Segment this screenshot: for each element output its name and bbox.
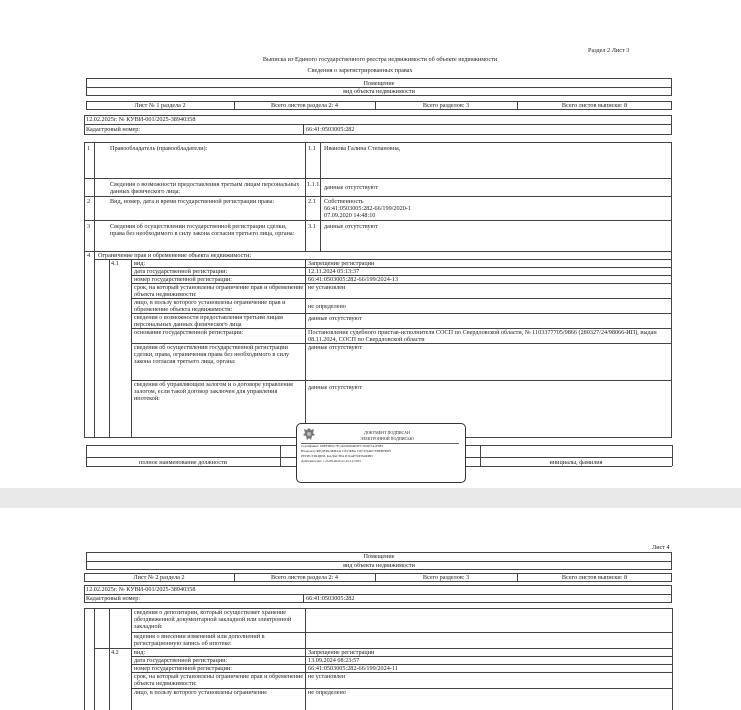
encumbrance-label: срок, на который установлены ограничение прав и обременение объекта недвижимости: [134,284,304,298]
sections-total: Всего разделов: 3 [422,574,470,581]
encumbrance-value: не установлен [308,673,346,680]
encumbrance-label: номер государственной регистрации: [134,276,232,283]
encumbrance-value: данные отсутствуют [308,384,362,391]
encumbrance-value: 66:41:0503005:282-66/199/2024-13 [308,276,399,283]
stamp-title-2: ЭЛЕКТРОННОЙ ПОДПИСЬЮ [360,436,414,441]
row-label: Правообладатель (правообладатели): [110,145,208,152]
sheet-number: Лист № 1 раздела 2 [134,102,186,109]
cadastral-label: Кадастровый номер: [86,595,141,602]
sheets-in-section: Всего листов раздела 2: 4 [271,574,338,581]
encumbrance-label: лицо, в пользу которого установлены ограничение прав и обременение объекта недвижимости: [134,299,286,313]
cadastral-number: 66:41:0503005:282 [306,595,355,602]
encumbrance-subnumber: 4.1 [111,260,119,267]
row-value: данные отсутствуют [324,223,378,230]
encumbrance-label: лицо, в пользу которого установлены ограничение [134,689,267,696]
row-subnumber: 1.1.1 [307,181,320,188]
stamp-owner-2: РЕГИСТРАЦИИ, КАДАСТРА И КАРТОГРАФИИ [301,454,373,458]
row-label: Сведения о возможности предоставления третьим лицам персональных данных физического лица: [110,181,300,195]
encumbrance-label: вид: [134,649,146,656]
row-number: 4 [87,252,91,259]
encumbrance-basis: Постановление судебного пристав-исполнителя СОСП по Свердловской области, № 1103377705/9866 (280327/24/98066-ИП), выдан 08.11.2024, СОСП по Свердловской области [308,329,657,343]
encumbrance-label: номер государственной регистрации: [134,665,232,672]
encumbrance-value: 13.09.2024 08:23:57 [308,657,360,664]
stamp-validity: Действителен: с 25.09.2024 по 25.12.2025 [301,459,361,463]
encumbrance-value: 12.11.2024 05:13:37 [308,268,360,275]
name-caption: инициалы, фамилия [549,459,603,466]
sheet-reference: Раздел 2 Лист 3 [588,47,630,54]
emblem-icon [301,426,317,442]
encumbrance-value: 66:41:0503005:282-66/199/2024-11 [308,665,398,672]
encumbrance-value: не определено [308,303,346,310]
row-number: 3 [87,223,91,230]
encumbrance-label: сведения об управляющем залогом и о договоре управления залогом, если такой договор заключен для управления ипотекой: [134,381,293,402]
encumbrance-value: данные отсутствуют [308,315,362,322]
document-subtitle: Сведения о зарегистрированных правах [307,67,413,74]
sheet-number: Лист № 2 раздела 2 [133,574,185,581]
owner-name: Иванова Галина Степановна, [324,145,401,152]
stamp-certificate: Сертификат: 00ЕF3B5C7E1A0420D4E6F3 5D2E5A1F983 [301,444,384,448]
row-label: Вид, номер, дата и время государственной регистрации права: [110,198,275,205]
encumbrance-label: основание государственной регистрации: [134,329,244,336]
encumbrance-subnumber: 4.2 [111,649,119,656]
row-subnumber: 2.1 [308,198,316,205]
encumbrance-label: сведения о возможности предоставления третьим лицам персональных данных физического лица [134,314,283,328]
row-label: Сведения об осуществлении государственной регистрации сделки, права без необходимого в силу закона согласия третьего лица, органа: [110,223,295,237]
encumbrance-label: сведения об осуществлении государственной регистрации сделки, права, ограничения права без необходимого в силу закона согласия третьего лица, органа: [134,344,290,365]
encumbrance-value: не установлен [308,284,346,291]
row-value: данные отсутствуют [324,184,378,191]
object-type: Помещение [363,553,395,560]
sections-total: Всего разделов: 3 [422,102,470,109]
right-registration: Собственность 66:41:0503005:282-66/199/2020-1 07.09.2020 14:48:10 [324,198,411,219]
cont-label: сведения о депозитарии, который осуществляет хранение обездвиженной документарной закладной или электронной закладной: [134,609,292,630]
encumbrance-label: дата государственной регистрации: [134,268,228,275]
extract-reference: 12.02.2025г. № КУВИ-001/2025-38940358 [86,586,196,593]
encumbrance-value: данные отсутствуют [308,344,362,351]
sheets-total: Всего листов выписки: 8 [561,574,628,581]
cont-label: ведения о внесении изменений или дополнений в регистрационную запись об ипотеке: [134,633,265,647]
cadastral-label: Кадастровый номер: [86,126,141,133]
digital-signature-stamp [296,423,466,483]
encumbrance-value: не определено [308,689,346,696]
row-subnumber: 1.1 [308,145,316,152]
sheets-total: Всего листов выписки: 8 [561,102,628,109]
encumbrance-label: срок, на который установлены ограничение прав и обременение объекта недвижимости: [134,673,304,687]
document-title: Выписка из Единого государственного реестра недвижимости об объекте недвижимости [262,56,498,63]
extract-reference: 12.02.2025г. № КУВИ-001/2025-38940358 [86,116,196,123]
row-number: 2 [87,198,91,205]
object-type: Помещение [363,80,395,87]
encumbrance-label: вид: [134,260,146,267]
encumbrance-header: Ограничение прав и обременение объекта недвижимости: [98,252,252,259]
encumbrance-value: Запрещение регистрации [308,649,375,656]
encumbrance-value: Запрещение регистрации [308,260,375,267]
encumbrance-label: дата государственной регистрации: [134,657,228,664]
stamp-title: ДОКУМЕНТ ПОДПИСАН [364,430,410,435]
cadastral-number: 66:41:0503005:282 [306,126,355,133]
document-page-2 [0,508,741,710]
position-caption: полное наименование должности [139,459,227,466]
row-number: 1 [87,145,91,152]
object-type-caption: вид объекта недвижимости [343,562,415,569]
sheets-in-section: Всего листов раздела 2: 4 [271,102,338,109]
row-subnumber: 3.1 [308,223,316,230]
stamp-owner: Владелец: ФЕДЕРАЛЬНАЯ СЛУЖБА ГОСУДАРСТВЕННОЙ [301,449,391,453]
sheet-reference: Лист 4 [652,544,670,551]
object-type-caption: вид объекта недвижимости [343,88,415,95]
